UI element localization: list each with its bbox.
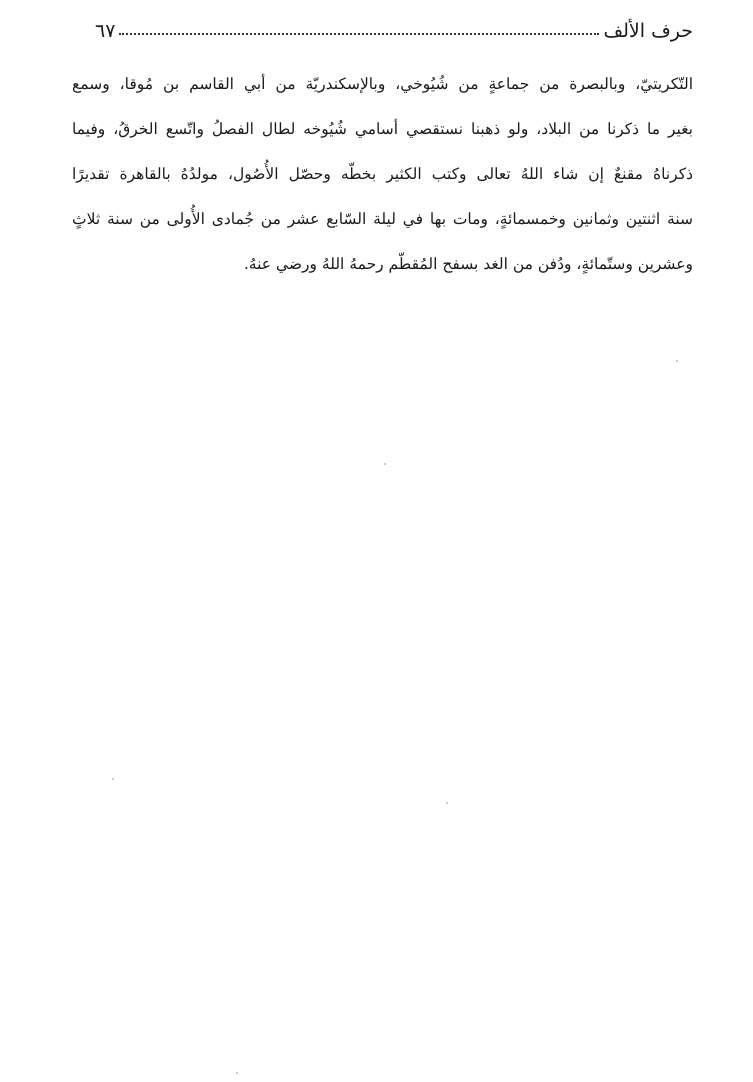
text-line: سنة اثنتين وثمانين وخمسمائةٍ، ومات بها في ليلة السّابع عشر من جُمادى الأُولى من سنة ثلاثٍ bbox=[72, 210, 693, 228]
chapter-title: حرف الألف bbox=[603, 20, 693, 42]
page-number: ٦٧ bbox=[95, 20, 116, 42]
text-line: بغير ما ذكرنا من البلاد، ولو ذهبنا نستقصي أسامي شُيُوخه لطال الفصلُ واتّسع الخرقُ، وفيما bbox=[72, 120, 693, 138]
scan-speck bbox=[112, 778, 114, 780]
text-line: التّكريتيّ، وبالبصرة من جماعةٍ من شُيُوخي، وبالإسكندريّة من أبي القاسم بن مُوقا، وسمع bbox=[72, 75, 693, 93]
text-line: وعشرين وستّمائةٍ، ودُفن من الغد بسفح المُقطّم رحمهُ اللهُ ورضي عنهُ. bbox=[243, 255, 693, 273]
scan-speck bbox=[446, 802, 448, 804]
text-line: ذكرناهُ مقنعٌ إن شاء اللهُ تعالى وكتب الكثير بخطّه وحصّل الأُصُول، مولدُهُ بالقاهرة تقديرًا bbox=[72, 165, 693, 183]
running-header bbox=[95, 12, 693, 42]
header-dot-leader bbox=[119, 33, 599, 35]
scan-speck bbox=[384, 463, 386, 465]
body-paragraph bbox=[72, 62, 693, 287]
scan-speck bbox=[236, 1072, 238, 1074]
scan-speck bbox=[676, 360, 678, 362]
